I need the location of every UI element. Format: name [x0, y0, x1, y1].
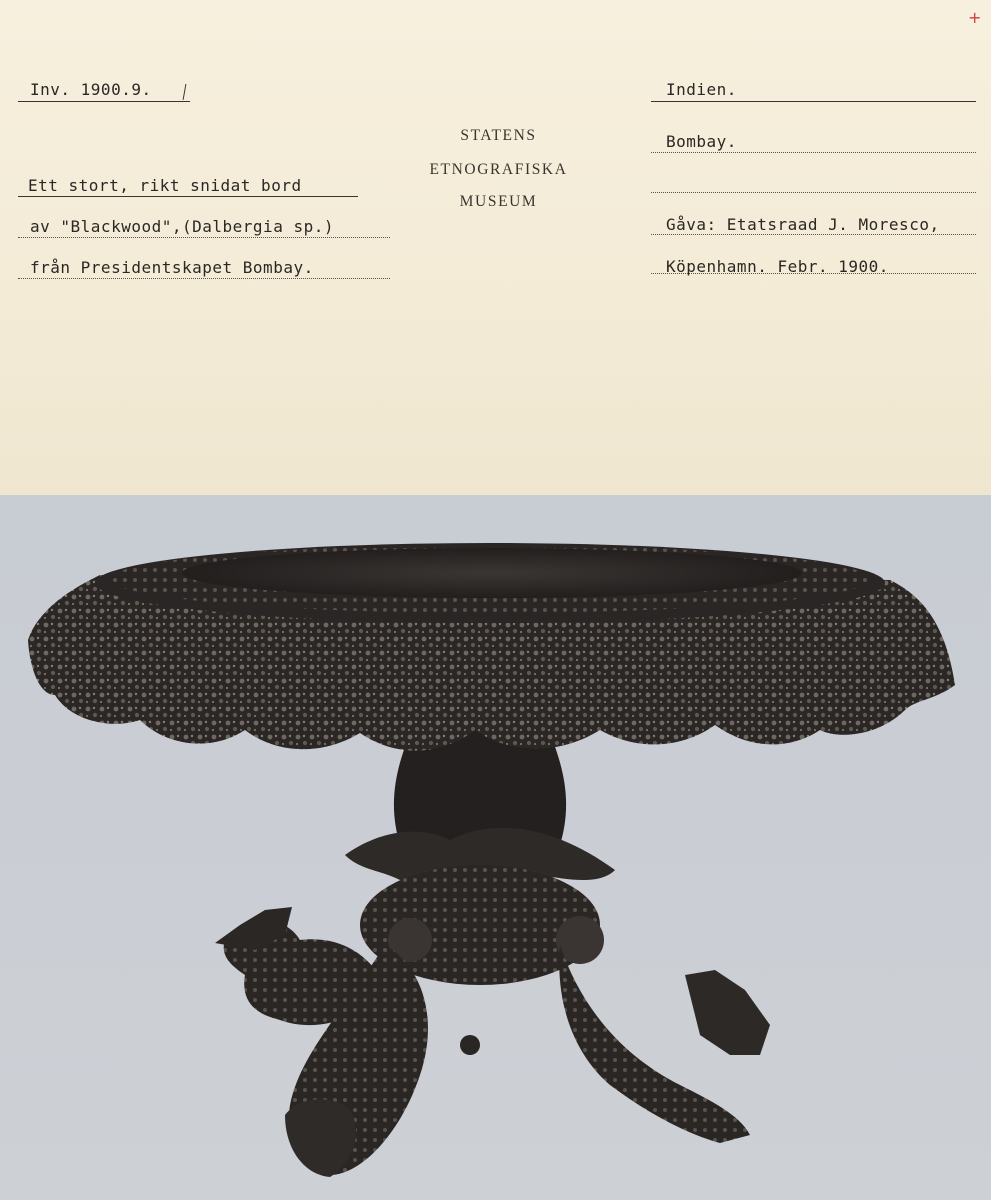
- corner-mark: +: [968, 8, 982, 27]
- museum-name-line-2: ETNOGRAFISKA: [429, 161, 568, 178]
- place-field: Bombay.: [666, 132, 737, 151]
- country-field: Indien.: [666, 80, 737, 99]
- inventory-number: Inv. 1900.9.: [30, 80, 152, 99]
- description-line-1-rule: [18, 196, 358, 197]
- museum-name-line-1: STATENS: [460, 127, 537, 144]
- date-rule: [651, 273, 976, 274]
- museum-name-line-3: MUSEUM: [459, 193, 538, 210]
- inventory-underline: [18, 101, 190, 102]
- inventory-tick-mark: [183, 84, 188, 100]
- description-line-2-rule: [18, 237, 390, 238]
- catalogue-card: [0, 0, 991, 512]
- carved-table-image: [0, 495, 991, 1200]
- donor-field: Gåva: Etatsraad J. Moresco,: [666, 215, 940, 234]
- donor-rule: [651, 234, 976, 235]
- blank-rule: [651, 192, 976, 193]
- description-line-3-rule: [18, 278, 390, 279]
- place-rule: [651, 152, 976, 153]
- description-line-2: av "Blackwood",(Dalbergia sp.): [30, 217, 334, 236]
- description-line-1: Ett stort, rikt snidat bord: [28, 176, 302, 195]
- table-top: [95, 543, 885, 623]
- table-photograph: [0, 495, 991, 1200]
- date-field: Köpenhamn. Febr. 1900.: [666, 257, 889, 276]
- country-underline: [651, 101, 976, 102]
- description-line-3: från Presidentskapet Bombay.: [30, 258, 314, 277]
